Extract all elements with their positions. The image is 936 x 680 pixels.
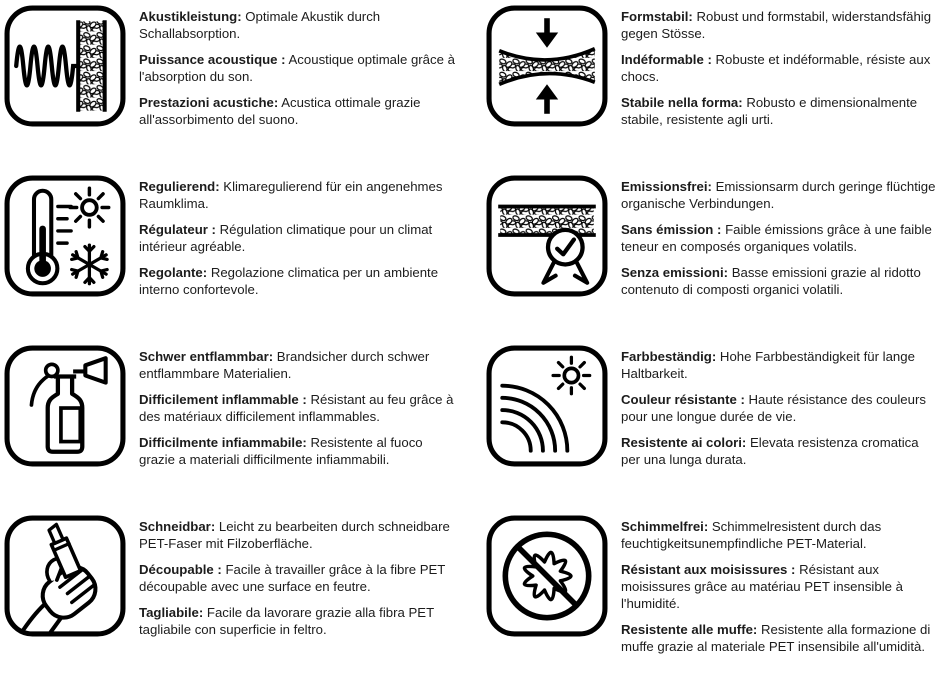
hand-cutter-icon bbox=[4, 515, 126, 637]
feature-description: Elevata resistenza cromatica per una lunga durata. bbox=[621, 435, 919, 467]
feature-description: Robusto e dimensionalmente stabile, resistente agli urti. bbox=[621, 95, 918, 127]
paragraph-it bbox=[139, 264, 461, 298]
feature-colorfast bbox=[468, 340, 936, 510]
feature-description: Hohe Farbbeständigkeit für lange Haltbarkeit. bbox=[621, 349, 915, 381]
paragraph-fr bbox=[621, 221, 936, 255]
paragraph-fr bbox=[621, 51, 936, 85]
paragraph-it bbox=[139, 434, 461, 468]
feature-label: Prestazioni acustiche: bbox=[139, 95, 279, 110]
feature-description: Robuste et indéformable, résiste aux chocs. bbox=[621, 52, 931, 84]
feature-description: Faible émissions grâce à une faible teneur en composés organiques volatils. bbox=[621, 222, 932, 254]
feature-description: Emissionsarm durch geringe flüchtige organische Verbindungen. bbox=[621, 179, 936, 211]
paragraph-de bbox=[621, 8, 936, 42]
feature-label: Regolante: bbox=[139, 265, 208, 280]
feature-label: Regulierend: bbox=[139, 179, 220, 194]
feature-description: Schimmelresistent durch das feuchtigkeitsunempfindliche PET-Material. bbox=[621, 519, 882, 551]
paragraph-de bbox=[621, 178, 936, 212]
paragraph-fr bbox=[139, 51, 461, 85]
feature-description: Optimale Akustik durch Schallabsorption. bbox=[139, 9, 381, 41]
certified-panel-icon bbox=[486, 175, 608, 297]
feature-description: Resistente al fuoco grazie a materiali difficilmente infiammabili. bbox=[139, 435, 423, 467]
feature-label: Resistente alle muffe: bbox=[621, 622, 758, 637]
feature-label: Farbbeständig: bbox=[621, 349, 717, 364]
feature-label: Résistant aux moisissures : bbox=[621, 562, 796, 577]
feature-emission-free bbox=[468, 170, 936, 340]
feature-label: Indéformable : bbox=[621, 52, 712, 67]
feature-label: Puissance acoustique : bbox=[139, 52, 286, 67]
feature-description: Leicht zu bearbeiten durch schneidbare PET-Faser mit Filzoberfläche. bbox=[139, 519, 450, 551]
feature-description: Facile à travailler grâce à la fibre PET découpable avec une surface en feutre. bbox=[139, 562, 446, 594]
feature-label: Tagliabile: bbox=[139, 605, 204, 620]
paragraph-de bbox=[621, 348, 936, 382]
fire-extinguisher-icon bbox=[4, 345, 126, 467]
feature-label: Resistente ai colori: bbox=[621, 435, 747, 450]
thermometer-climate-icon bbox=[4, 175, 126, 297]
feature-label: Difficilmente infiammabile: bbox=[139, 435, 307, 450]
paragraph-fr bbox=[139, 561, 461, 595]
paragraph-it bbox=[621, 94, 936, 128]
paragraph-it bbox=[621, 264, 936, 298]
feature-description: Facile da lavorare grazie alla fibra PET tagliabile con superficie in feltro. bbox=[139, 605, 434, 637]
feature-text bbox=[621, 175, 936, 307]
feature-description: Acustica ottimale grazie all'assorbimento del suono. bbox=[139, 95, 421, 127]
paragraph-fr bbox=[621, 391, 936, 425]
rainbow-sun-icon bbox=[486, 345, 608, 467]
feature-text bbox=[621, 515, 936, 664]
feature-description: Haute résistance des couleurs pour une longue durée de vie. bbox=[621, 392, 926, 424]
feature-text bbox=[139, 515, 461, 647]
feature-label: Stabile nella forma: bbox=[621, 95, 743, 110]
feature-description: Basse emissioni grazie al ridotto contenuto di composti organici volatili. bbox=[621, 265, 921, 297]
paragraph-it bbox=[139, 604, 461, 638]
feature-label: Schimmelfrei: bbox=[621, 519, 709, 534]
feature-label: Schwer entflammbar: bbox=[139, 349, 274, 364]
feature-label: Régulateur : bbox=[139, 222, 216, 237]
feature-label: Senza emissioni: bbox=[621, 265, 729, 280]
paragraph-de bbox=[139, 518, 461, 552]
paragraph-de bbox=[139, 8, 461, 42]
feature-description: Brandsicher durch schwer entflammbare Materialien. bbox=[139, 349, 430, 381]
feature-acoustic bbox=[0, 0, 468, 170]
feature-text bbox=[139, 175, 461, 307]
snowflake-icon bbox=[72, 245, 107, 284]
feature-flame-retardant bbox=[0, 340, 468, 510]
feature-description: Résistant au feu grâce à des matériaux difficilement inflammables. bbox=[139, 392, 454, 424]
feature-label: Couleur résistante : bbox=[621, 392, 745, 407]
paragraph-de bbox=[139, 178, 461, 212]
feature-label: Schneidbar: bbox=[139, 519, 216, 534]
paragraph-de bbox=[621, 518, 936, 552]
feature-label: Difficilement inflammable : bbox=[139, 392, 307, 407]
paragraph-de bbox=[139, 348, 461, 382]
sun-icon bbox=[70, 188, 109, 227]
sound-absorption-icon bbox=[4, 5, 126, 127]
feature-label: Akustikleistung: bbox=[139, 9, 242, 24]
feature-description: Klimaregulierend für ein angenehmes Raumklima. bbox=[139, 179, 443, 211]
feature-description: Robust und formstabil, widerstandsfähig gegen Stösse. bbox=[621, 9, 932, 41]
feature-label: Sans émission : bbox=[621, 222, 722, 237]
feature-text bbox=[139, 5, 461, 137]
feature-description: Résistant aux moisissures grâce au matériau PET insensible à l'humidité. bbox=[621, 562, 903, 611]
paragraph-fr bbox=[139, 391, 461, 425]
feature-description: Resistente alla formazione di muffe grazie al materiale PET insensibile all'umidità. bbox=[621, 622, 931, 654]
paragraph-it bbox=[621, 434, 936, 468]
feature-description: Acoustique optimale grâce à l'absorption du son. bbox=[139, 52, 455, 84]
feature-shape-stable bbox=[468, 0, 936, 170]
feature-label: Formstabil: bbox=[621, 9, 693, 24]
feature-label: Découpable : bbox=[139, 562, 222, 577]
no-mold-icon bbox=[486, 515, 608, 637]
feature-label: Emissionsfrei: bbox=[621, 179, 712, 194]
feature-text bbox=[139, 345, 461, 477]
paragraph-it bbox=[139, 94, 461, 128]
feature-description: Regolazione climatica per un ambiente interno confortevole. bbox=[139, 265, 439, 297]
paragraph-fr bbox=[139, 221, 461, 255]
feature-text bbox=[621, 345, 936, 477]
feature-text bbox=[621, 5, 936, 137]
sun-icon bbox=[553, 357, 590, 394]
compression-resistance-icon bbox=[486, 5, 608, 127]
paragraph-fr bbox=[621, 561, 936, 612]
paragraph-it bbox=[621, 621, 936, 655]
feature-cuttable bbox=[0, 510, 468, 680]
feature-regulating bbox=[0, 170, 468, 340]
feature-mold-free bbox=[468, 510, 936, 680]
feature-description: Régulation climatique pour un climat intérieur agréable. bbox=[139, 222, 433, 254]
